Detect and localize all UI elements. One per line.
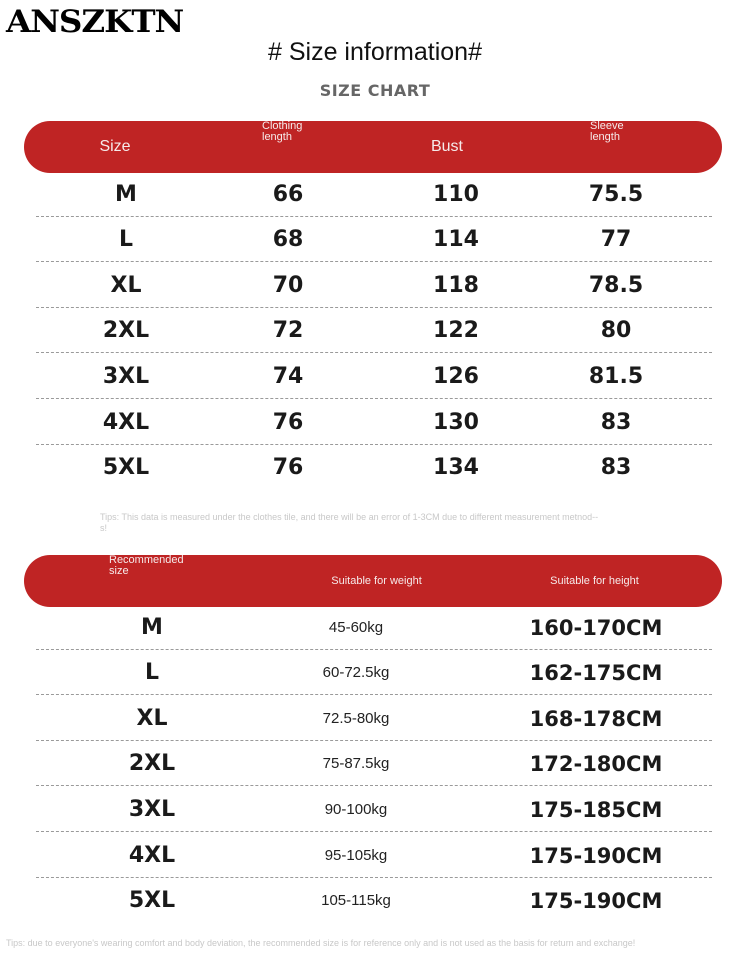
size-row-size: 5XL (102, 455, 150, 480)
header-sleeve-length-line1: Sleeve (590, 120, 624, 132)
size-row-length: 72 (272, 318, 304, 343)
recommendation-row (36, 696, 712, 741)
size-row-size: 4XL (102, 410, 150, 435)
recommendation-header (24, 555, 722, 607)
size-row-size: L (118, 227, 134, 252)
size-row-sleeve: 83 (600, 410, 632, 435)
size-row-size: XL (110, 273, 142, 298)
header-bust: Bust (430, 138, 463, 155)
measurement-tip-line2: s! (100, 523, 108, 533)
size-row-bust: 130 (433, 410, 479, 435)
header-sleeve-length (590, 121, 670, 173)
size-row (36, 354, 712, 399)
recommendation-row-height: 175-185CM (529, 797, 663, 822)
size-row-bust: 110 (433, 182, 479, 207)
size-row (36, 172, 712, 217)
header-sleeve-length-line2: length (590, 131, 620, 143)
size-row (36, 400, 712, 445)
header-clothing-length-line1: Clothing (262, 120, 303, 132)
recommendation-row-height: 168-178CM (529, 706, 663, 731)
size-row-sleeve: 77 (600, 227, 632, 252)
header-size: Size (99, 138, 131, 155)
recommendation-row-weight: 75-87.5kg (322, 755, 390, 772)
recommendation-row-size: L (144, 660, 160, 685)
recommendation-row-size: 2XL (128, 751, 176, 776)
recommendation-row-weight: 60-72.5kg (322, 664, 390, 681)
recommendation-row-height: 175-190CM (529, 888, 663, 913)
size-row-sleeve: 83 (600, 455, 632, 480)
size-row-length: 74 (272, 364, 304, 389)
recommendation-row-weight: 95-105kg (324, 847, 388, 864)
header-recommended-size-line1: Recommended (109, 554, 184, 566)
size-row-sleeve: 75.5 (588, 182, 644, 207)
recommendation-row-height: 162-175CM (529, 660, 663, 685)
size-row-bust: 126 (433, 364, 479, 389)
size-row-length: 68 (272, 227, 304, 252)
recommendation-row (36, 833, 712, 878)
size-row-bust: 134 (433, 455, 479, 480)
header-weight: Suitable for weight (331, 574, 422, 587)
recommendation-row-weight: 72.5-80kg (322, 710, 390, 727)
size-row-size: M (115, 182, 137, 207)
brand-logo: ANSZKTN (6, 4, 184, 40)
recommendation-row (36, 787, 712, 832)
size-row-bust: 118 (433, 273, 479, 298)
size-row-length: 76 (272, 410, 304, 435)
page-subtitle: SIZE CHART (319, 81, 431, 100)
header-height: Suitable for height (550, 574, 639, 587)
page-title: # Size information# (267, 38, 482, 66)
recommendation-row-size: XL (136, 706, 168, 731)
size-row (36, 217, 712, 262)
recommendation-row (36, 650, 712, 695)
recommendation-tip: Tips: due to everyone's wearing comfort and body deviation, the recommended size is for reference only and is not used as the basis for return and exchange! (6, 938, 636, 948)
header-recommended-size-line2: size (109, 565, 129, 577)
recommendation-row-weight: 90-100kg (324, 801, 388, 818)
header-clothing-length (262, 121, 342, 173)
size-row (36, 308, 712, 353)
recommendation-row-height: 175-190CM (529, 843, 663, 868)
recommendation-row-height: 172-180CM (529, 751, 663, 776)
size-row-sleeve: 78.5 (588, 273, 644, 298)
size-row-length: 66 (272, 182, 304, 207)
size-row (36, 445, 712, 490)
recommendation-row (36, 878, 712, 923)
recommendation-row-size: M (141, 615, 163, 640)
size-chart-header (24, 121, 722, 173)
header-clothing-length-line2: length (262, 131, 292, 143)
measurement-tip-line1: Tips: This data is measured under the clothes tile, and there will be an error of 1-3CM due to different measurement metnod-- (100, 512, 599, 522)
header-recommended-size (109, 555, 209, 607)
size-row (36, 263, 712, 308)
size-row-size: 3XL (102, 364, 150, 389)
recommendation-row (36, 741, 712, 786)
recommendation-row-weight: 45-60kg (328, 619, 384, 636)
recommendation-row-size: 4XL (128, 843, 176, 868)
recommendation-row-size: 3XL (128, 797, 176, 822)
recommendation-row (36, 605, 712, 650)
size-row-size: 2XL (102, 318, 150, 343)
size-row-length: 76 (272, 455, 304, 480)
size-row-bust: 114 (433, 227, 479, 252)
measurement-tip (100, 512, 690, 534)
recommendation-row-weight: 105-115kg (321, 892, 391, 909)
size-row-bust: 122 (433, 318, 479, 343)
size-row-sleeve: 80 (600, 318, 632, 343)
recommendation-row-size: 5XL (128, 888, 176, 913)
size-row-sleeve: 81.5 (588, 364, 644, 389)
recommendation-row-height: 160-170CM (529, 615, 663, 640)
size-row-length: 70 (272, 273, 304, 298)
